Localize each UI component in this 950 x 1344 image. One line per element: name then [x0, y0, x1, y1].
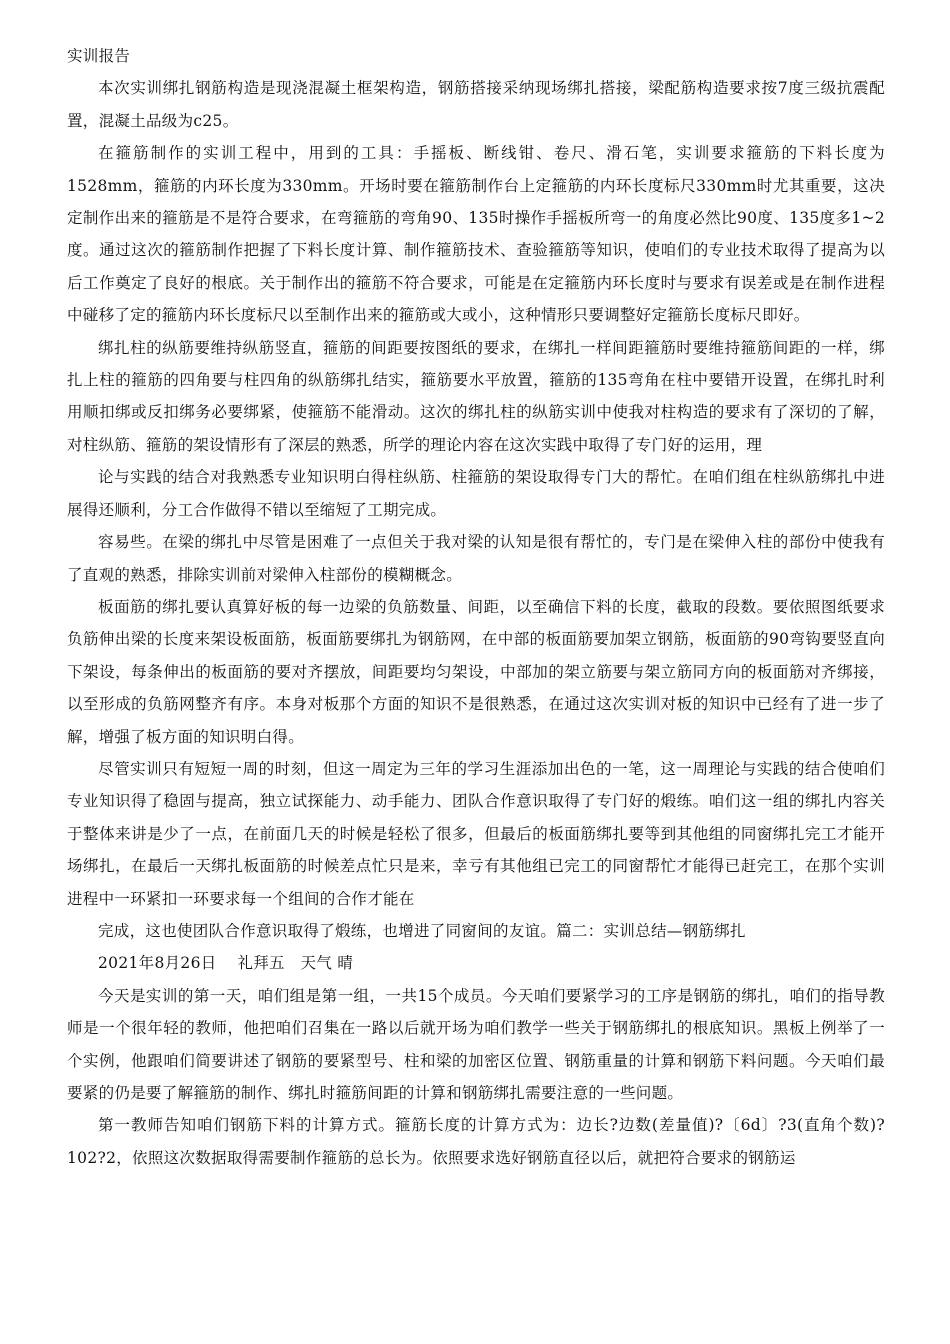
paragraph-calculation-method: 第一教师告知咱们钢筋下料的计算方式。箍筋长度的计算方式为：边长?边数(差量值)?〔6d〕?3(直角个数)?102?2，依照这次数据取得需要制作箍筋的总长为。依照要求选好钢筋直径以后，就把符合要求的钢筋运 — [67, 1116, 885, 1167]
paragraph-teamwork: 完成，这也使团队合作意识取得了煅练，也增进了同窗间的友谊。篇二：实训总结—钢筋绑扎 — [98, 921, 746, 940]
paragraph-beam-binding: 容易些。在梁的绑扎中尽管是困难了一点但关于我对梁的认知是很有帮忙的，专门是在梁伸入柱的部份中使我有了直观的熟悉，排除实训前对梁伸入柱部份的模糊概念。 — [67, 533, 885, 584]
paragraph-training-summary: 尽管实训只有短短一周的时刻，但这一周定为三年的学习生涯添加出色的一笔，这一周理论与实践的结合使咱们专业知识得了稳固与提高，独立试探能力、动手能力、团队合作意识取得了专门好的煅练。咱们这一组的绑扎内容关于整体来讲是少了一点，在前面几天的时候是轻松了很多，但最后的板面筋绑扎要等到其他组的同窗绑扎完工才能开场绑扎，在最后一天绑扎板面筋的时候差点忙只是来，幸亏有其他组已完工的同窗帮忙才能得已赶完工，在那个实训进程中一环紧扣一环要求每一个组间的合作才能在 — [67, 759, 885, 908]
paragraph-intro: 本次实训绑扎钢筋构造是现浇混凝土框架构造，钢筋搭接采纳现场绑扎搭接，梁配筋构造要求按7度三级抗震配置，混凝土品级为c25。 — [67, 79, 885, 130]
paragraph-first-day: 今天是实训的第一天，咱们组是第一组，一共15个成员。今天咱们要紧学习的工序是钢筋的绑扎，咱们的指导教师是一个很年轻的教师，他把咱们召集在一路以后就开场为咱们教学一些关于钢筋绑扎的根底知识。黑板上例举了一个实例，他跟咱们简要讲述了钢筋的要紧型号、柱和梁的加密区位置、钢筋重量的计算和钢筋下料问题。今天咱们最要紧的仍是要了解箍筋的制作、绑扎时箍筋间距的计算和钢筋绑扎需要注意的一些问题。 — [67, 986, 885, 1102]
document-title: 实训报告 — [67, 47, 131, 65]
document-body — [67, 40, 885, 1174]
paragraph-column-binding: 绑扎柱的纵筋要维持纵筋竖直，箍筋的间距要按图纸的要求，在绑扎一样间距箍筋时要维持箍筋间距的一样，绑扎上柱的箍筋的四角要与柱四角的纵筋绑扎结实，箍筋要水平放置，箍筋的135弯角在柱中要错开设置，在绑扎时利用顺扣绑或反扣绑务必要绑紧，使箍筋不能滑动。这次的绑扎柱的纵筋实训中使我对柱构造的要求有了深切的了解，对柱纵筋、箍筋的架设情形有了深层的熟悉，所学的理论内容在这次实践中取得了专门好的运用，理 — [67, 338, 885, 454]
paragraph-stirrup-making: 在箍筋制作的实训工程中，用到的工具：手摇板、断线钳、卷尺、滑石笔，实训要求箍筋的下料长度为1528mm，箍筋的内环长度为330mm。开场时要在箍筋制作台上定箍筋的内环长度标尺330mm时尤其重要，这决定制作出来的箍筋是不是符合要求，在弯箍筋的弯角90、135时操作手摇板所弯一的角度必然比90度、135度多1~2度。通过这次的箍筋制作把握了下料长度计算、制作箍筋技术、查验箍筋等知识，使咱们的专业技术取得了提高为以后工作奠定了良好的根底。关于制作出的箍筋不符合要求，可能是在定箍筋内环长度时与要求有误差或是在制作进程中碰移了定的箍筋内环长度标尺以至制作出来的箍筋或大或小，这种情形只要调整好定箍筋长度标尺即好。 — [67, 144, 885, 325]
paragraph-theory-practice: 论与实践的结合对我熟悉专业知识明白得柱纵筋、柱箍筋的架设取得专门大的帮忙。在咱们组在柱纵筋绑扎中进展得还顺利，分工合作做得不错以至缩短了工期完成。 — [67, 468, 885, 519]
date-weather-line: 2021年8月26日 礼拜五 天气 晴 — [98, 954, 354, 973]
paragraph-slab-rebar: 板面筋的绑扎要认真算好板的每一边梁的负筋数量、间距，以至确信下料的长度，截取的段数。要依照图纸要求负筋伸出梁的长度来架设板面筋，板面筋要绑扎为钢筋网，在中部的板面筋要加架立钢筋，板面筋的90弯钩要竖直向下架设，每条伸出的板面筋的要对齐摆放，间距要均匀架设，中部加的架立筋要与架立筋同方向的板面筋对齐绑接，以至形成的负筋网整齐有序。本身对板那个方面的知识不是很熟悉，在通过这次实训对板的知识中已经有了进一步了解，增强了板方面的知识明白得。 — [67, 597, 885, 746]
